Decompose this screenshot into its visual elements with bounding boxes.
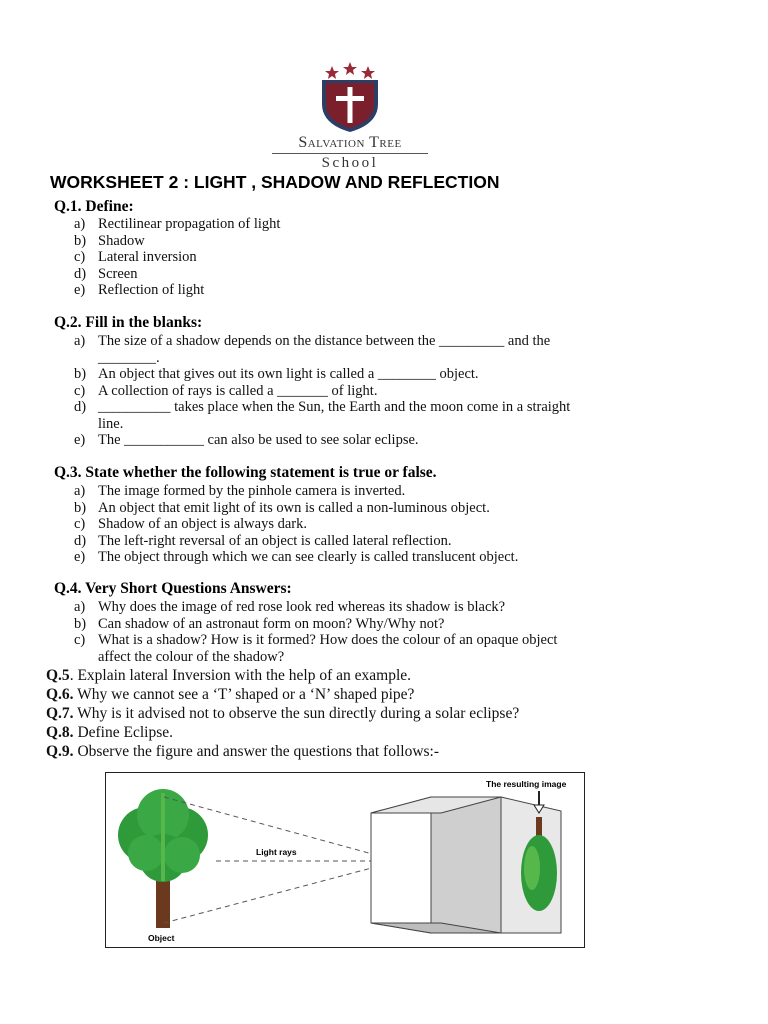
q1-list [74,216,280,299]
list-item: d) The left-right reversal of an object is called lateral reflection. [74,532,452,549]
list-item: e) Reflection of light [74,282,205,298]
school-wordmark [270,134,430,171]
list-item: c) What is a shadow? How is it formed? How does the colour of an opaque object [74,632,558,648]
list-item: c) Lateral inversion [74,249,197,265]
object-label: Object [148,933,175,943]
wordmark-divider [272,153,428,154]
question-9: Q.9. Observe the figure and answer the questions that follows:- [46,743,440,760]
q1-heading: Q.1. Define: [54,198,134,215]
list-item: d) Screen [74,265,138,282]
list-item: b) An object that gives out its own light is called a ________ object. [74,366,479,382]
list-item: a) The image formed by the pinhole camera is inverted. [74,483,406,499]
list-item: b) Can shadow of an astronaut form on moon? Why/Why not? [74,615,445,632]
q4-heading: Q.4. Very Short Questions Answers: [54,580,292,597]
list-item: a) Rectilinear propagation of light [74,216,281,232]
resulting-image-label: The resulting image [486,779,567,789]
question-8: Q.8. Define Eclipse. [46,724,173,741]
list-item: e) The ___________ can also be used to see solar eclipse. [74,432,419,448]
list-item: a) Why does the image of red rose look red whereas its shadow is black? [74,599,506,615]
question-7: Q.7. Why is it advised not to observe the sun directly during a solar eclipse? [46,705,520,722]
list-item: a) The size of a shadow depends on the distance between the _________ and the [74,333,551,349]
question-5: Q.5. Explain lateral Inversion with the help of an example. [46,667,412,684]
school-subtitle: School [321,155,379,171]
q2-list [74,333,570,449]
pinhole-camera-diagram [106,773,586,949]
list-item: affect the colour of the shadow? [98,648,285,665]
question-6: Q.6. Why we cannot see a ‘T’ shaped or a ‘N’ shaped pipe? [46,686,415,703]
q4-list [74,599,557,665]
q3-list [74,483,518,566]
list-item: ________. [98,349,160,366]
list-item: c) A collection of rays is called a _______ of light. [74,382,378,399]
q3-heading: Q.3. State whether the following statement is true or false. [54,464,437,481]
list-item: d) __________ takes place when the Sun, the Earth and the moon come in a straight [74,399,571,415]
shield-icon [318,62,382,134]
school-name: Salvation Tree [298,134,402,151]
list-item: b) Shadow [74,232,145,249]
light-rays-label: Light rays [256,847,297,857]
q2-heading: Q.2. Fill in the blanks: [54,314,203,331]
worksheet-title: WORKSHEET 2 : LIGHT , SHADOW AND REFLECTION [50,172,500,192]
list-item: e) The object through which we can see clearly is called translucent object. [74,549,519,565]
pinhole-camera-figure [105,772,585,948]
list-item: b) An object that emit light of its own is called a non-luminous object. [74,499,490,516]
list-item: line. [98,415,124,432]
list-item: c) Shadow of an object is always dark. [74,516,307,532]
